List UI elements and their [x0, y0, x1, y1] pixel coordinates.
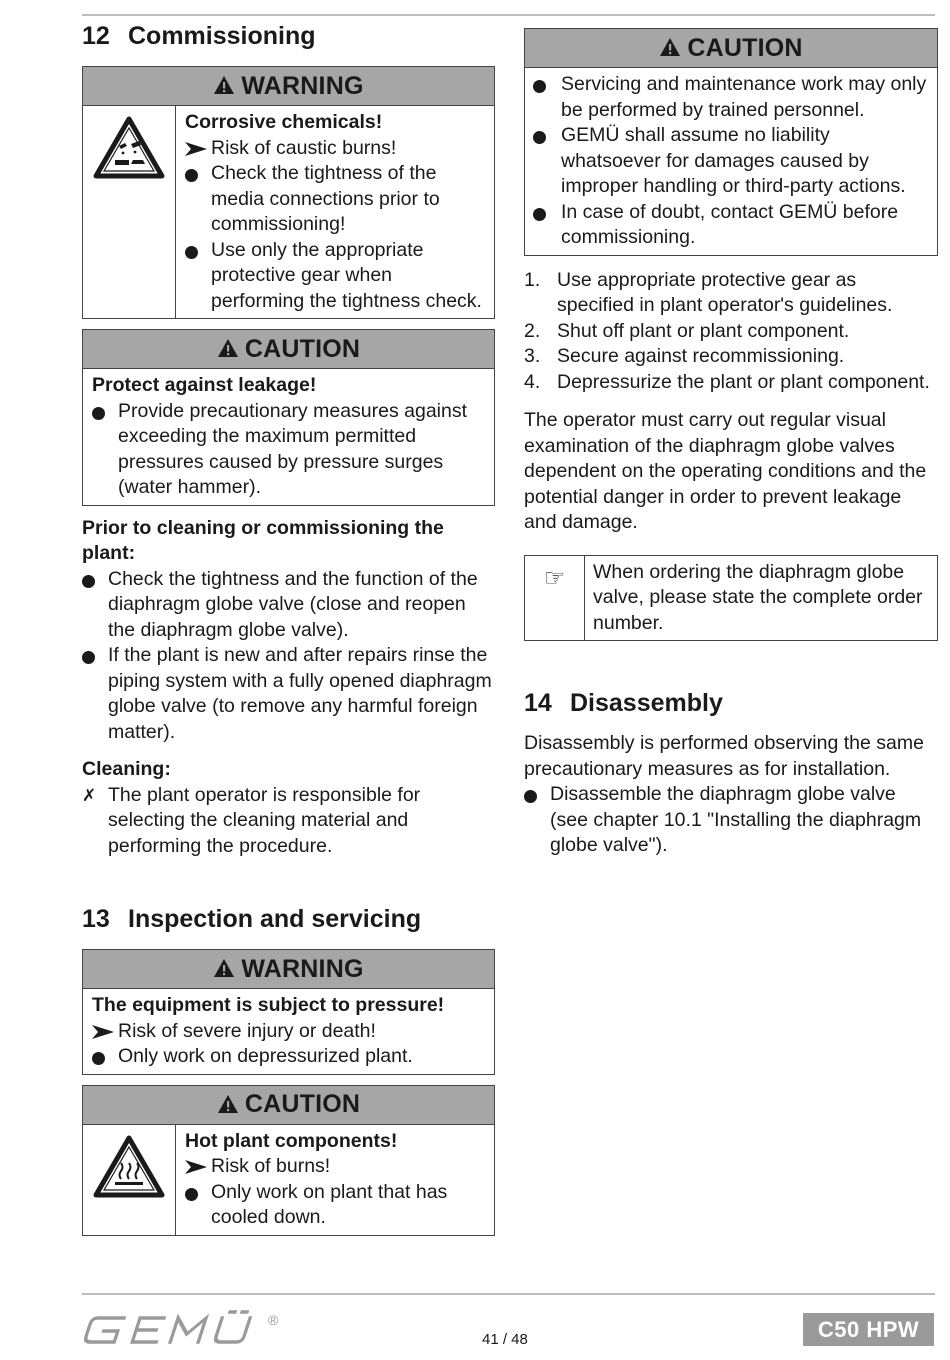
- section-14-heading: [524, 687, 938, 719]
- warning-triangle-icon: [213, 75, 235, 95]
- bullet-dot: [533, 80, 546, 93]
- bullet-text: In case of doubt, contact GEMÜ before commissioning.: [561, 200, 899, 248]
- bullet-dot: [533, 131, 546, 144]
- hot-surface-icon: [93, 1135, 165, 1199]
- note-box: [524, 555, 938, 642]
- bullet-dot: [82, 651, 95, 664]
- warning-text: [83, 989, 494, 1074]
- caution-box-hot: [82, 1085, 495, 1236]
- caution-header: [525, 29, 937, 68]
- caution-label: CAUTION: [244, 1090, 361, 1118]
- section-13-heading: [82, 903, 495, 935]
- bottom-rule: [82, 1293, 935, 1295]
- list-item: [524, 344, 938, 370]
- list-item: [92, 1044, 486, 1070]
- bullet-text: GEMÜ shall assume no liability whatsoever for damages caused by improper handling or third-party actions.: [561, 124, 906, 197]
- prior-list: [82, 567, 495, 746]
- caution-label: CAUTION: [687, 33, 803, 62]
- risk-text: Risk of burns!: [211, 1155, 331, 1177]
- caution-heading: Hot plant components!: [185, 1129, 398, 1152]
- warning-header: [83, 950, 494, 989]
- bullet-dot: [92, 407, 105, 420]
- inspection-paragraph: The operator must carry out regular visual examination of the diaphragm globe valves dependent on the operating conditions and the potential danger in order to prevent leakage and damage.: [524, 409, 927, 533]
- warning-triangle-icon: [217, 1094, 239, 1114]
- bullet-text: If the plant is new and after repairs rinse the piping system with a fully opened diaphragm globe valve (to remove any harmful foreign matter).: [108, 644, 492, 743]
- caution-header: [83, 330, 494, 369]
- bullet-text: Only work on depressurized plant.: [118, 1045, 413, 1067]
- step-text: Secure against recommissioning.: [557, 345, 845, 367]
- risk-item: [92, 1019, 486, 1045]
- risk-text: Risk of caustic burns!: [211, 136, 397, 159]
- caution-heading: Protect against leakage!: [92, 374, 317, 396]
- gemu-logo-graphic: [82, 1299, 268, 1346]
- caution-box-leakage: [82, 329, 495, 506]
- disassembly-list: [524, 782, 938, 859]
- cleaning-list: [82, 783, 495, 860]
- bullet-dot: [533, 208, 546, 221]
- bullet-text: Only work on plant that has cooled down.: [211, 1180, 448, 1228]
- warning-box-corrosive: [82, 66, 495, 319]
- disassembly-paragraph: Disassembly is performed observing the same precautionary measures as for installation.: [524, 732, 924, 780]
- bullet-text: Servicing and maintenance work may only be performed by trained personnel.: [561, 73, 927, 121]
- list-item: [82, 783, 495, 860]
- step-text: Shut off plant or plant component.: [557, 319, 850, 342]
- warning-heading: Corrosive chemicals!: [185, 111, 383, 133]
- warning-label: WARNING: [241, 71, 364, 100]
- cross-mark: ✗: [82, 785, 97, 805]
- list-item: [185, 238, 486, 315]
- page-number: 41 / 48: [482, 1331, 528, 1348]
- caution-text: [83, 369, 494, 505]
- pointing-hand-icon: ☞: [525, 556, 585, 641]
- warning-box-pressure: [82, 949, 495, 1075]
- step-text: Depressurize the plant or plant component.: [557, 370, 930, 393]
- registered-mark: ®: [268, 1312, 279, 1328]
- warning-triangle-icon: [659, 37, 681, 57]
- gemu-logo: [82, 1299, 268, 1351]
- note-text: When ordering the diaphragm globe valve, please state the complete order number.: [593, 560, 923, 634]
- list-item: [533, 123, 933, 200]
- step-number: 3.: [524, 345, 541, 367]
- list-item: [524, 319, 938, 345]
- list-item: [185, 161, 486, 238]
- step-text: Use appropriate protective gear as specified in plant operator's guidelines.: [557, 268, 893, 316]
- warning-text: [176, 106, 494, 318]
- list-item: [524, 268, 938, 319]
- warning-heading: The equipment is subject to pressure!: [92, 994, 445, 1016]
- list-item: [92, 399, 486, 501]
- prior-heading: Prior to cleaning or commissioning the plant:: [82, 516, 444, 564]
- arrowhead: [185, 142, 207, 156]
- cleaning-heading: Cleaning:: [82, 758, 171, 780]
- left-column: [82, 20, 495, 1236]
- step-number: 2.: [524, 319, 541, 342]
- section-title: Commissioning: [128, 22, 316, 50]
- list-item: [533, 200, 933, 251]
- right-column: [524, 28, 938, 859]
- bullet-dot: [185, 169, 198, 182]
- cleaning-text: The plant operator is responsible for selecting the cleaning material and performing the procedure.: [108, 783, 421, 857]
- step-number: 1.: [524, 268, 541, 291]
- list-item: [524, 370, 938, 396]
- list-item: [533, 72, 933, 123]
- bullet-dot: [92, 1052, 105, 1065]
- section-number: 13: [82, 905, 110, 933]
- risk-text: Risk of severe injury or death!: [118, 1019, 376, 1042]
- risk-item: [185, 1154, 486, 1180]
- logo-text: GEMÜ: [82, 1299, 130, 1316]
- bullet-dot: [185, 1188, 198, 1201]
- step-number: 4.: [524, 370, 541, 393]
- bullet-text: Disassemble the diaphragm globe valve (see chapter 10.1 "Installing the diaphragm globe valve").: [550, 783, 922, 856]
- list-item: [524, 782, 938, 859]
- steps-list: [524, 268, 938, 396]
- list-item: [82, 643, 495, 745]
- bullet-dot: [185, 246, 198, 259]
- caution-text: [176, 1125, 494, 1235]
- caution-label: CAUTION: [244, 334, 361, 363]
- arrowhead: [185, 1160, 207, 1174]
- arrowhead: [92, 1025, 114, 1039]
- section-title: Inspection and servicing: [128, 905, 422, 933]
- warning-header: [83, 67, 494, 106]
- section-title: Disassembly: [570, 689, 723, 717]
- caution-text: [525, 68, 937, 255]
- top-rule: [82, 14, 935, 16]
- document-id-badge: C50 HPW: [803, 1313, 934, 1346]
- hazard-icon-cell: [83, 106, 176, 318]
- warning-triangle-icon: [217, 338, 239, 358]
- bullet-text: Use only the appropriate protective gear when performing the tightness check.: [211, 238, 482, 312]
- list-item: [82, 567, 495, 644]
- warning-label: WARNING: [241, 954, 364, 983]
- section-number: 12: [82, 22, 110, 50]
- risk-item: [185, 136, 486, 162]
- bullet-dot: [524, 790, 537, 803]
- warning-triangle-icon: [213, 958, 235, 978]
- caution-header: [83, 1086, 494, 1125]
- bullet-text: Check the tightness and the function of the diaphragm globe valve (close and reopen the diaphragm globe valve).: [108, 567, 478, 641]
- bullet-dot: [82, 575, 95, 588]
- caution-box-servicing: [524, 28, 938, 256]
- section-number: 14: [524, 689, 552, 717]
- section-12-heading: [82, 20, 495, 52]
- bullet-text: Provide precautionary measures against exceeding the maximum permitted pressures caused by pressure surges (water hammer).: [118, 399, 468, 498]
- bullet-text: Check the tightness of the media connections prior to commissioning!: [211, 162, 440, 235]
- list-item: [185, 1180, 486, 1231]
- hazard-icon-cell: [83, 1125, 176, 1235]
- corrosive-hazard-icon: [93, 116, 165, 180]
